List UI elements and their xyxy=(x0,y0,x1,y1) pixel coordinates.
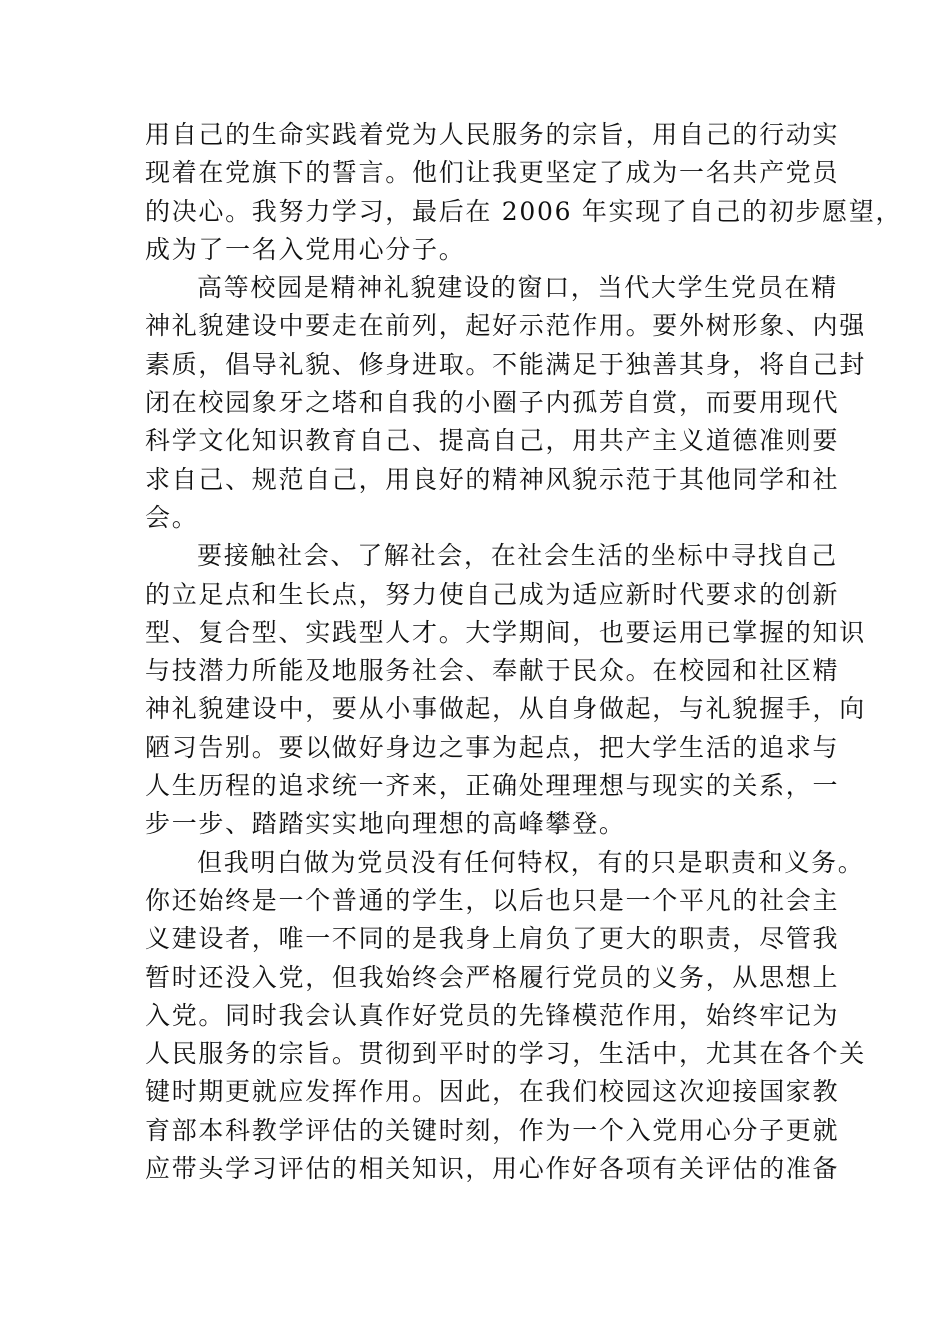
text-line: 现着在党旗下的誓言。他们让我更坚定了成为一名共产党员 xyxy=(145,158,840,188)
text-line: 应带头学习评估的相关知识，用心作好各项有关评估的准备 xyxy=(145,1154,840,1184)
text-line: 闭在校园象牙之塔和自我的小圈子内孤芳自赏，而要用现代 xyxy=(145,388,840,418)
text-line: 神礼貌建设中要走在前列，起好示范作用。要外树形象、内强 xyxy=(145,311,866,341)
text-line: 陋习告别。要以做好身边之事为起点，把大学生活的追求与 xyxy=(145,732,840,762)
paragraph xyxy=(145,844,866,1189)
text-line: 求自己、规范自己，用良好的精神风貌示范于其他同学和社 xyxy=(145,464,840,494)
text-line: 成为了一名入党用心分子。 xyxy=(145,234,466,264)
text-line: 育部本科教学评估的关键时刻，作为一个入党用心分子更就 xyxy=(145,1115,840,1145)
text-line: 科学文化知识教育自己、提高自己，用共产主义道德准则要 xyxy=(145,426,840,456)
text-line: 要接触社会、了解社会，在社会生活的坐标中寻找自己 xyxy=(197,541,838,571)
text-line: 键时期更就应发挥作用。因此，在我们校园这次迎接国家教 xyxy=(145,1077,840,1107)
text-line: 但我明白做为党员没有任何特权，有的只是职责和义务。 xyxy=(197,847,865,877)
text-line: 会。 xyxy=(145,502,199,532)
text-line: 入党。同时我会认真作好党员的先锋模范作用，始终牢记为 xyxy=(145,1000,840,1030)
paragraph xyxy=(145,269,866,537)
text-line: 素质，倡导礼貌、修身进取。不能满足于独善其身，将自己封 xyxy=(145,349,866,379)
text-line: 暂时还没入党，但我始终会严格履行党员的义务，从思想上 xyxy=(145,962,840,992)
text-line: 的立足点和生长点，努力使自己成为适应新时代要求的创新 xyxy=(145,579,840,609)
text-line: 型、复合型、实践型人才。大学期间，也要运用已掌握的知识 xyxy=(145,617,866,647)
text-line: 高等校园是精神礼貌建设的窗口，当代大学生党员在精 xyxy=(197,273,838,303)
text-line: 用自己的生命实践着党为人民服务的宗旨，用自己的行动实 xyxy=(145,120,840,149)
text-line: 义建设者，唯一不同的是我身上肩负了更大的职责，尽管我 xyxy=(145,924,840,954)
paragraph xyxy=(145,537,866,843)
text-line: 神礼貌建设中，要从小事做起，从自身做起，与礼貌握手，向 xyxy=(145,694,866,724)
text-line: 人生历程的追求统一齐来，正确处理理想与现实的关系，一 xyxy=(145,771,840,801)
text-line: 与技潜力所能及地服务社会、奉献于民众。在校园和社区精 xyxy=(145,656,840,686)
text-line: 人民服务的宗旨。贯彻到平时的学习，生活中，尤其在各个关 xyxy=(145,1039,866,1069)
text-line: 你还始终是一个普通的学生，以后也只是一个平凡的社会主 xyxy=(145,885,840,915)
text-line: 步一步、踏踏实实地向理想的高峰攀登。 xyxy=(145,809,626,839)
text-line: 的决心。我努力学习，最后在 2006 年实现了自己的初步愿望， xyxy=(145,196,903,226)
body-text xyxy=(145,116,903,1188)
paragraph xyxy=(145,116,903,269)
